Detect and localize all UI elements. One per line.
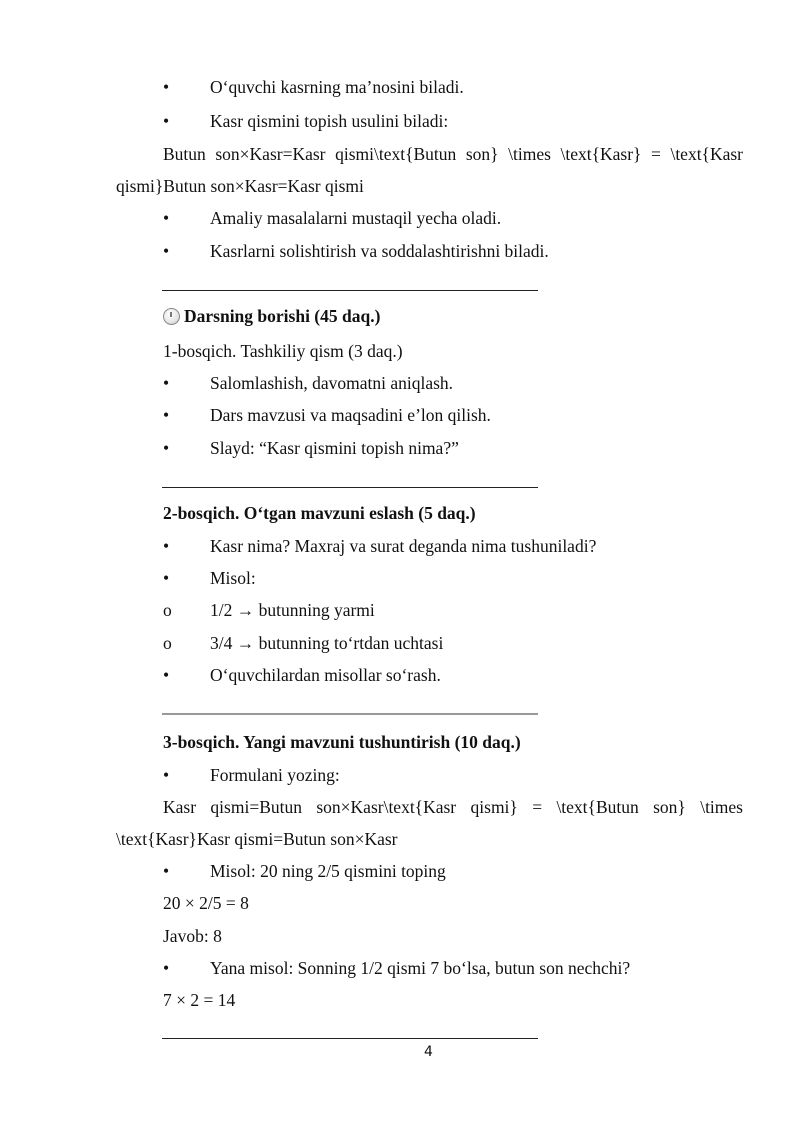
clock-icon (163, 308, 180, 325)
list-item-text: Amaliy masalalarni mustaqil yecha oladi. (210, 208, 502, 228)
formula-word: Kasr (163, 797, 197, 817)
bullet-marker: • (163, 765, 170, 785)
section-heading-text: Darsning borishi (45 daq.) (184, 306, 381, 326)
bullet-marker: • (163, 568, 170, 588)
sub-bullet-marker: o (163, 633, 172, 653)
list-item-text: Misol: 20 ning 2/5 qismini toping (210, 861, 446, 881)
formula-word: = (532, 797, 543, 817)
stage-3-title: 3-bosqich. Yangi mavzuni tushuntirish (10 daq.) (163, 732, 521, 752)
list-item-text: Kasr nima? Maxraj va surat deganda nima tushuniladi? (210, 536, 597, 556)
calculation: 20 × 2/5 = 8 (163, 893, 249, 913)
answer: Javob: 8 (163, 926, 222, 946)
bullet-marker: • (163, 208, 170, 228)
list-item-text: Formulani yozing: (210, 765, 340, 785)
sub-bullet-marker: o (163, 600, 172, 620)
formula-line-2 (163, 796, 743, 818)
list-item-text: O‘quvchi kasrning ma’nosini biladi. (210, 77, 464, 97)
divider (162, 290, 538, 291)
formula-line-1: Butun son×Kasr=Kasr qismi\text{Butun son} \times \text{Kasr} = \text{Kasr (163, 144, 743, 164)
calculation: 7 × 2 = 14 (163, 990, 236, 1010)
bullet-marker: • (163, 536, 170, 556)
formula-word: qismi=Butun (210, 797, 302, 817)
bullet-marker: • (163, 241, 170, 261)
bullet-marker: • (163, 111, 170, 131)
bullet-marker: • (163, 405, 170, 425)
list-item-text: Kasrlarni solishtirish va soddalashtirishni biladi. (210, 241, 549, 261)
list-item-text: 3/4 → butunning to‘rtdan uchtasi (210, 633, 444, 653)
formula-word: son×Kasr\text{Kasr (316, 797, 457, 817)
section-heading (163, 305, 380, 327)
bullet-marker: • (163, 438, 170, 458)
list-item-text: Yana misol: Sonning 1/2 qismi 7 bo‘lsa, butun son nechchi? (210, 958, 631, 978)
bullet-marker: • (163, 861, 170, 881)
formula-word: \times (700, 797, 743, 817)
list-item-text: Dars mavzusi va maqsadini e’lon qilish. (210, 405, 491, 425)
page-number: 4 (424, 1044, 433, 1060)
bullet-marker: • (163, 77, 170, 97)
list-item-text: Kasr qismini topish usulini biladi: (210, 111, 449, 131)
formula-word: son} (653, 797, 686, 817)
formula-line-1-continued: qismi}Butun son×Kasr=Kasr qismi (116, 176, 364, 196)
list-item-text: 1/2 → butunning yarmi (210, 600, 375, 620)
divider (162, 713, 538, 715)
bullet-marker: • (163, 958, 170, 978)
list-item-text: Slayd: “Kasr qismini topish nima?” (210, 438, 459, 458)
divider (162, 1038, 538, 1039)
stage-1-title: 1-bosqich. Tashkiliy qism (3 daq.) (163, 341, 403, 361)
bullet-marker: • (163, 665, 170, 685)
list-item-text: Salomlashish, davomatni aniqlash. (210, 373, 454, 393)
list-item-text: O‘quvchilardan misollar so‘rash. (210, 665, 441, 685)
list-item-text: Misol: (210, 568, 256, 588)
stage-2-title: 2-bosqich. O‘tgan mavzuni eslash (5 daq.) (163, 503, 476, 523)
divider (162, 487, 538, 488)
formula-word: \text{Butun (556, 797, 639, 817)
bullet-marker: • (163, 373, 170, 393)
formula-word: qismi} (470, 797, 518, 817)
formula-line-2-continued: \text{Kasr}Kasr qismi=Butun son×Kasr (116, 829, 398, 849)
